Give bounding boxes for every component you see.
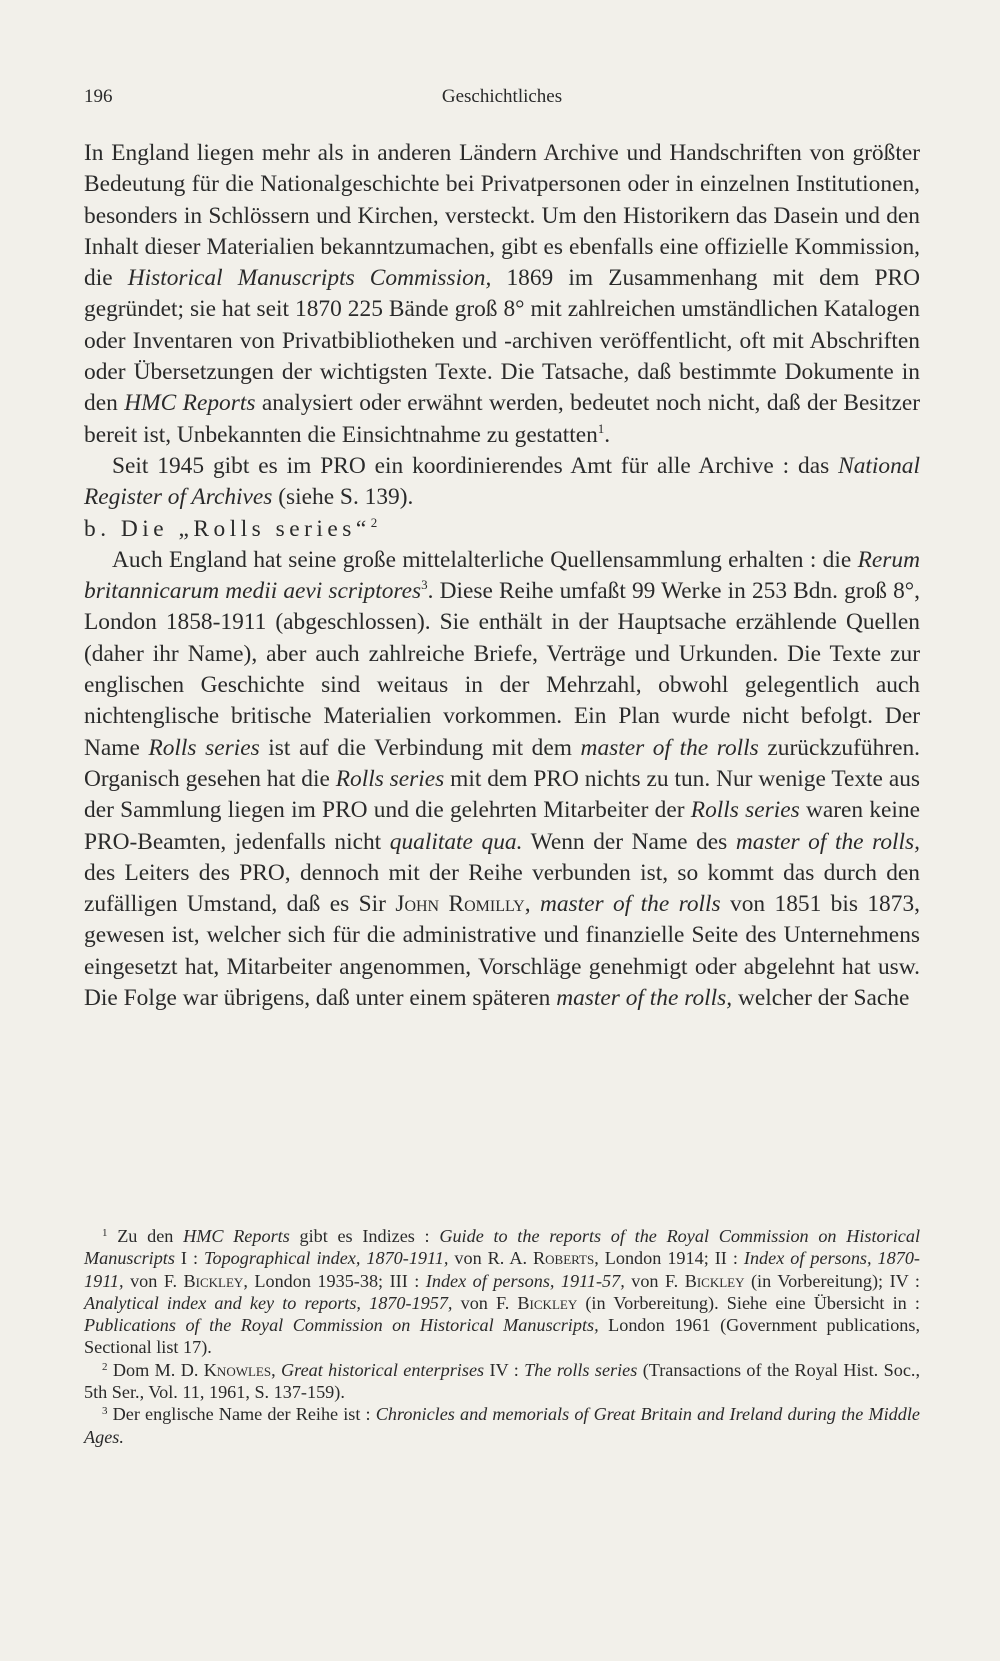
- paragraph: Seit 1945 gibt es im PRO ein koordinierendes Amt für alle Archive : das National Register of Archives (siehe S. 139).: [84, 452, 920, 511]
- page-number: 196: [84, 86, 113, 107]
- page-header: [84, 86, 920, 116]
- paragraph: Auch England hat seine große mittelalterliche Quellensammlung erhalten : die Rerum britannicarum medii aevi scriptores$^3$. Diese Reihe umfaßt 99 Werke in 253 Bdn. groß 8°, London 1858-1911 (abgeschlossen). Sie enthält in der Hauptsache erzählende Quellen (daher ihr Name), aber auch zahlreiche Briefe, Verträge und Urkunden. Die Texte zur englischen Geschichte sind weitaus in der Mehrzahl, obwohl gelegentlich auch nichtenglische britische Materialien vorkommen. Ein Plan wurde nicht befolgt. Der Name Rolls series ist auf die Verbindung mit dem master of the rolls zurückzuführen. Organisch gesehen hat die Rolls series mit dem PRO nichts zu tun. Nur wenige Texte aus der Sammlung liegen im PRO und die gelehrten Mitarbeiter der Rolls series waren keine PRO-Beamten, jedenfalls nicht qualitate qua. Wenn der Name des master of the rolls, des Leiters des PRO, dennoch mit der Reihe verbunden ist, so kommt das durch den zufälligen Umstand, daß es Sir John Romilly, master of the rolls von 1851 bis 1873, gewesen ist, welcher sich für die administrative und finanzielle Seite des Unternehmens eingesetzt hat, Mitarbeiter angenommen, Vorschläge genehmigt oder abgelehnt hat usw. Die Folge war übrigens, daß unter einem späteren master of the rolls, welcher der Sache: [84, 546, 920, 1012]
- footnote: $^2$ Dom M. D. Knowles, Great historical enterprises IV : The rolls series (Transactions of the Royal Hist. Soc., 5th Ser., Vol. 11, 1961, S. 137-159).: [84, 1359, 920, 1403]
- section-heading: b. Die „Rolls series“$^2$: [84, 514, 382, 542]
- paragraph: In England liegen mehr als in anderen Ländern Archive und Handschriften von größter Bedeutung für die Nationalgeschichte bei Privatpersonen oder in einzelnen Institutionen, besonders in Schlössern und Kirchen, versteckt. Um den Historikern das Dasein und den Inhalt dieser Materialien bekanntzumachen, gibt es ebenfalls eine offizielle Kommission, die Historical Manuscripts Commission, 1869 im Zusammenhang mit dem PRO gegründet; sie hat seit 1870 225 Bände groß 8° mit zahlreichen umständlichen Katalogen oder Inventaren von Privatbibliotheken und -archiven veröffentlicht, oft mit Abschriften oder Übersetzungen der wichtigsten Texte. Die Tatsache, daß bestimmte Dokumente in den HMC Reports analysiert oder erwähnt werden, bedeutet noch nicht, daß der Besitzer bereit ist, Unbekannten die Einsichtnahme zu gestatten$^1$.: [84, 140, 921, 448]
- footnotes: [84, 1225, 920, 1448]
- main-text: [84, 138, 920, 1014]
- footnote: $^3$ Der englische Name der Reihe ist : Chronicles and memorials of Great Britain and Ireland during the Middle Ages.: [84, 1404, 920, 1447]
- running-title: Geschichtliches: [441, 86, 563, 107]
- footnote: $^1$ Zu den HMC Reports gibt es Indizes : Guide to the reports of the Royal Commission on Historical Manuscripts I : Topographical index, 1870-1911, von R. A. Roberts, London 1914; II : Index of persons, 1870-1911, von F. Bickley, London 1935-38; III : Index of persons, 1911-57, von F. Bickley (in Vorbereitung); IV : Analytical index and key to reports, 1870-1957, von F. Bickley (in Vorbereitung). Siehe eine Übersicht in : Publications of the Royal Commission on Historical Manuscripts, London 1961 (Government publications, Sectional list 17).: [84, 1226, 921, 1358]
